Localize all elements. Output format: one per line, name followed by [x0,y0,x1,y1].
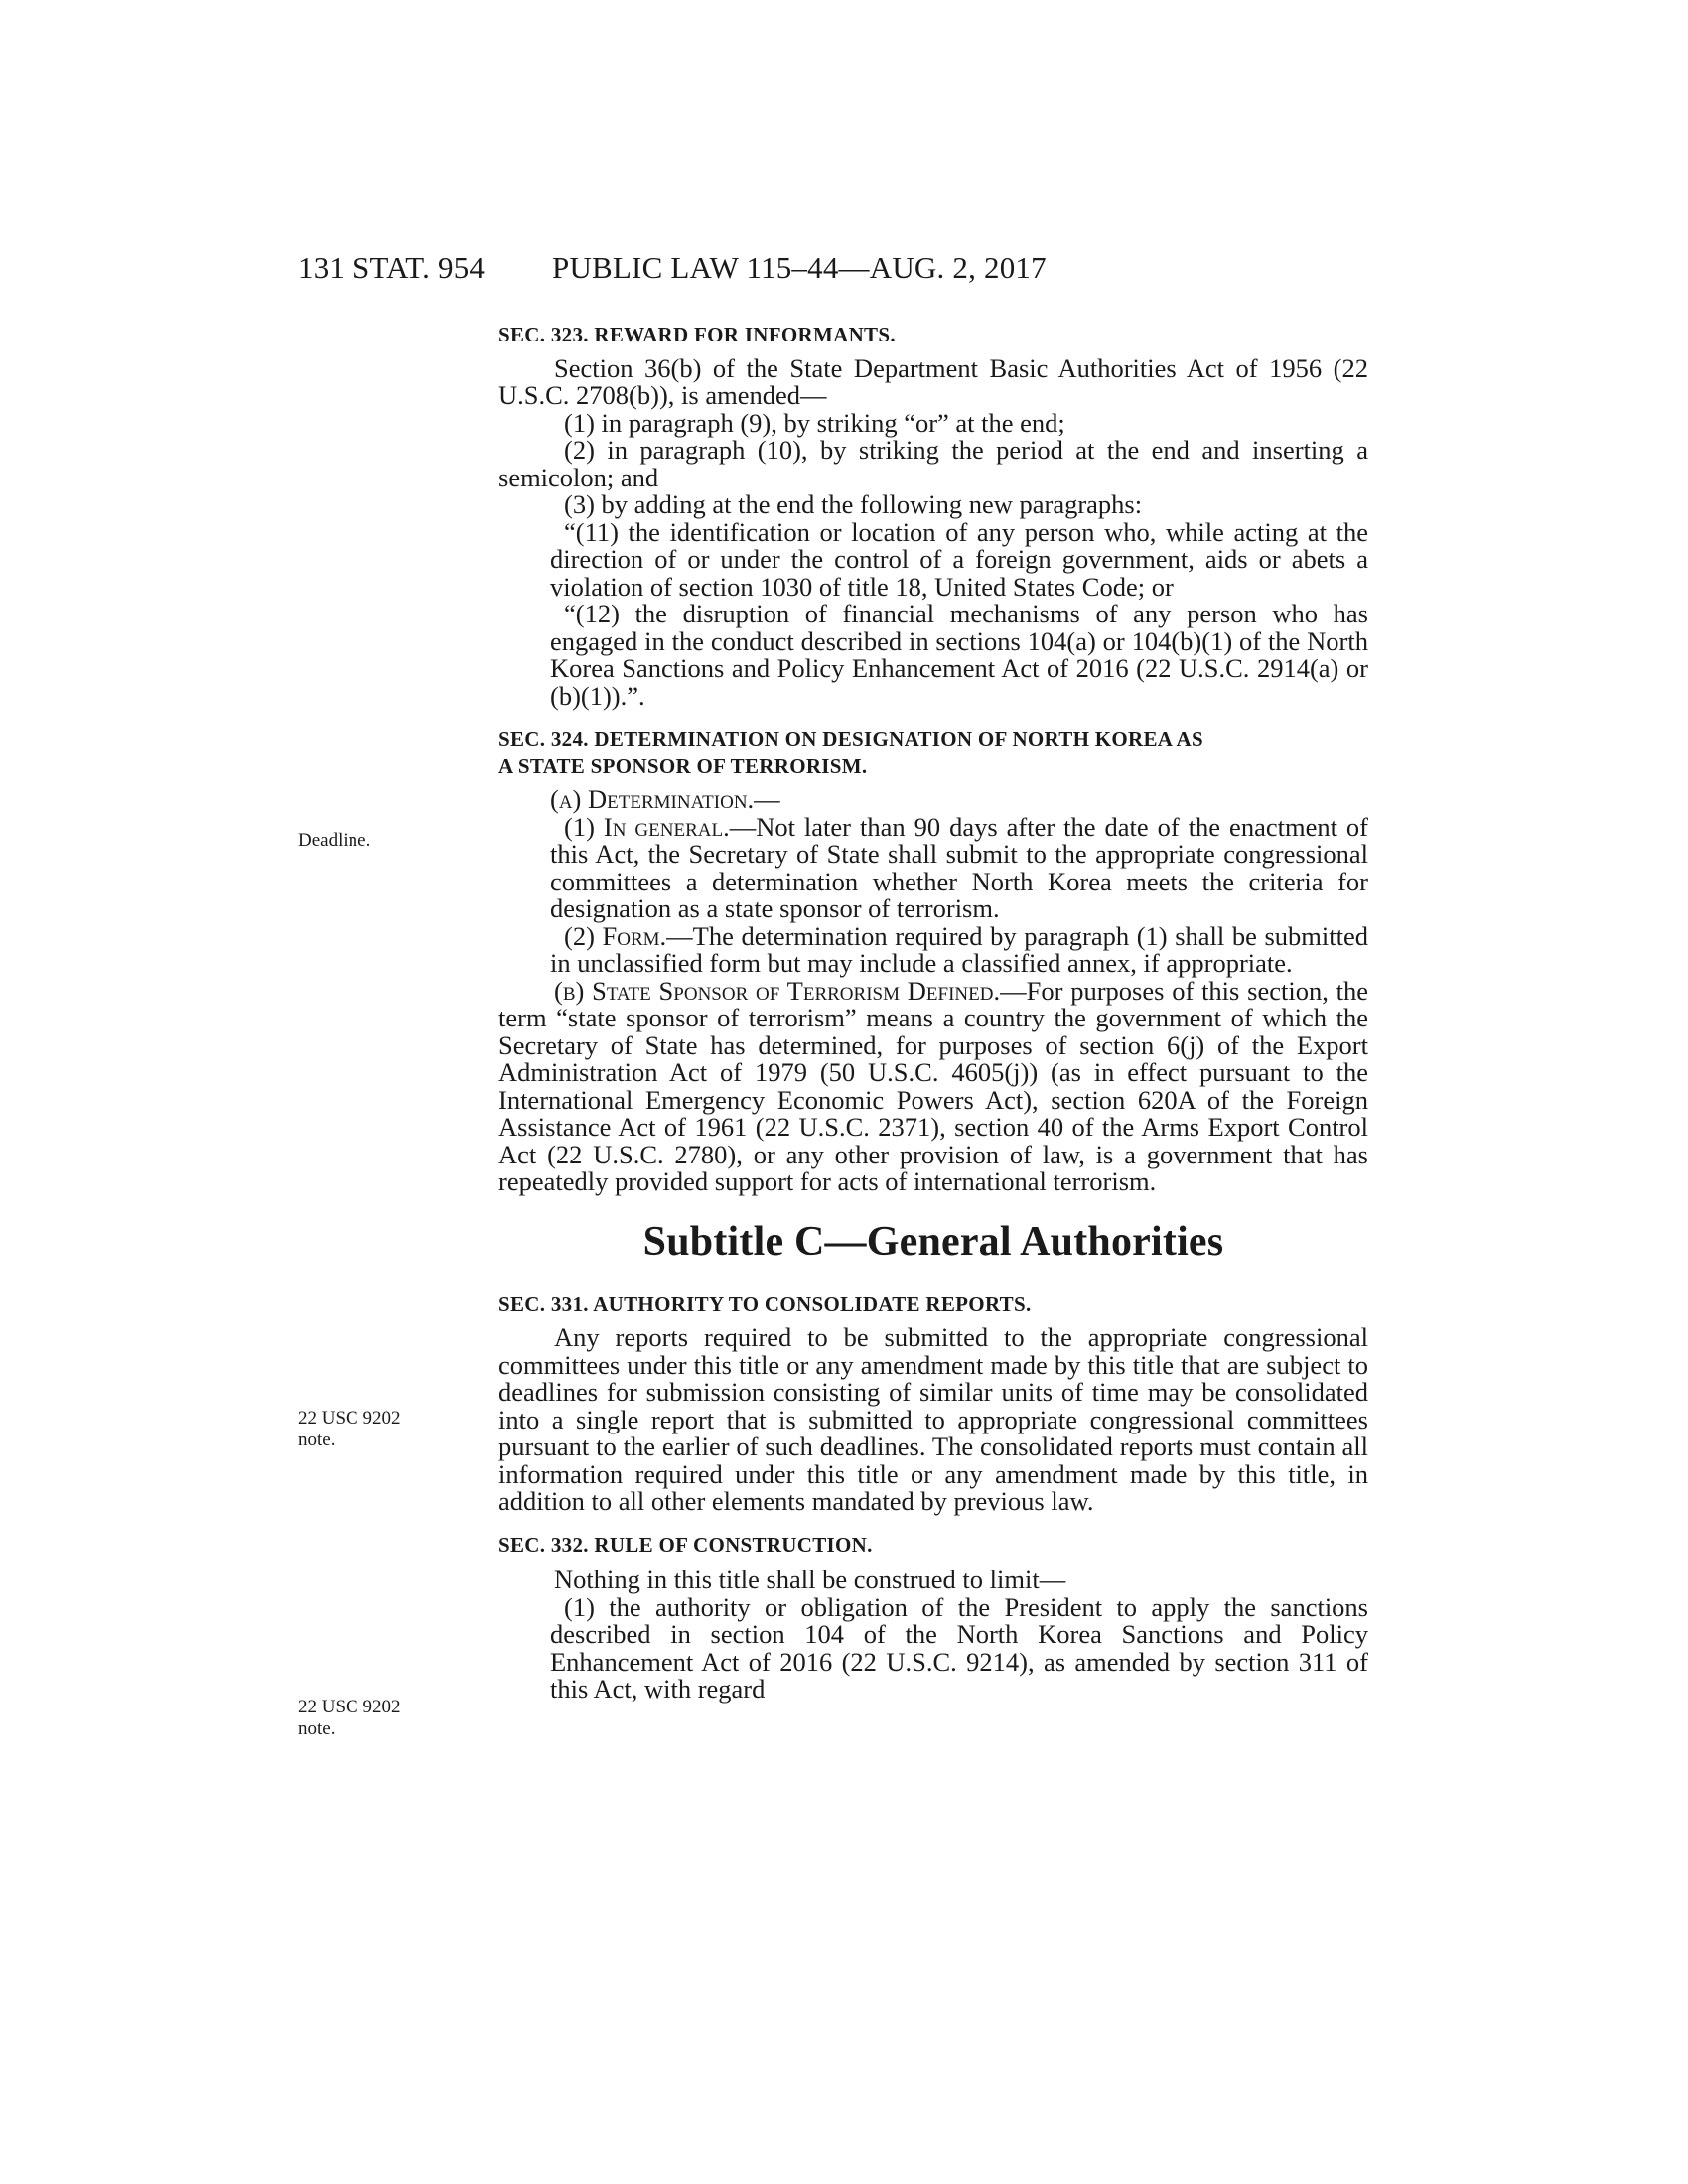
sec-323-intro: Section 36(b) of the State Department Basic Authorities Act of 1956 (22 U.S.C. 2708(b)), is amended— [498,352,1368,410]
sec-331-heading: SEC. 331. AUTHORITY TO CONSOLIDATE REPORTS. [498,1292,1032,1316]
sec-323-heading: SEC. 323. REWARD FOR INFORMANTS. [498,323,896,346]
sec-332-item-1: (1) the authority or obligation of the President to apply the sanctions described in section 104 of the North Korea Sanctions and Policy Enhancement Act of 2016 (22 U.S.C. 9214), as amended by section 311 of this Act, with regard [550,1591,1368,1704]
sec-324-a1: (1) In general.—Not later than 90 days after the date of the enactment of this Act, the Secretary of State shall submit to the appropriate congressional committees a determination whether North Korea meets the criteria for designation as a state sponsor of terrorism. [550,811,1368,923]
document-body [498,318,1368,1704]
margin-note-usc-2-line2: note. [298,1718,336,1739]
sec-324-b: (b) State Sponsor of Terrorism Defined.—For purposes of this section, the term “state sponsor of terrorism” means a country the government of which the Secretary of State has determined, for purposes of section 6(j) of the Export Administration Act of 1979 (50 U.S.C. 4605(j)) (as in effect pursuant to the International Emergency Economic Powers Act), section 620A of the Foreign Assistance Act of 1961 (22 U.S.C. 2371), section 40 of the Arms Export Control Act (22 U.S.C. 2780), or any other provision of law, is a government that has repeatedly provided support for acts of international terrorism. [498,975,1369,1196]
sec-323-item-1: (1) in paragraph (9), by striking “or” at the end; [564,407,1065,438]
margin-note-usc-1 [298,1408,400,1451]
sec-331-text: Any reports required to be submitted to the appropriate congressional committees under this title or any amendment made by this title that are subject to deadlines for submission consisting of similar units of time may be consolidated into a single report that is submitted to appropriate congressional committees pursuant to the earlier of such deadlines. The consolidated reports must contain all information required under this title or any amendment made by this title, in addition to all other elements mandated by previous law. [498,1322,1368,1516]
margin-note-usc-1-line1: 22 USC 9202 [298,1408,401,1429]
margin-note-deadline: Deadline. [298,830,371,851]
margin-note-usc-2 [298,1697,400,1740]
sec-323-quote-12: “(12) the disruption of financial mechanisms of any person who has engaged in the conduct described in sections 104(a) or 104(b)(1) of the North Korea Sanctions and Policy Enhancement Act of 2016 (22 U.S.C. 2914(a) or (b)(1)).”. [550,599,1368,711]
sec-323-quote-11: “(11) the identification or location of any person who, while acting at the direction of or under the control of a foreign government, aids or abets a violation of section 1030 of title 18, United States Code; or [550,516,1368,602]
subtitle-heading: Subtitle C—General Authorities [642,1218,1224,1265]
sec-324-heading: SEC. 324. DETERMINATION ON DESIGNATION OF NORTH KOREA AS A STATE SPONSOR OF TERRORISM. [498,727,1203,778]
margin-note-usc-2-line1: 22 USC 9202 [298,1697,401,1717]
sec-324-a-label: (a) Determination.— [550,784,780,814]
page-stat-citation: 131 STAT. 954 [298,250,486,285]
sec-323-item-3: (3) by adding at the end the following new paragraphs: [564,489,1143,519]
sec-332-intro: Nothing in this title shall be construed to limit— [554,1565,1066,1594]
sec-332-heading: SEC. 332. RULE OF CONSTRUCTION. [498,1532,873,1557]
sec-324-a2: (2) Form.—The determination required by paragraph (1) shall be submitted in unclassified form but may include a classified annex, if appropriate. [550,920,1368,978]
sec-323-item-2: (2) in paragraph (10), by striking the period at the end and inserting a semicolon; and [498,435,1368,492]
margin-note-usc-1-line2: note. [298,1430,336,1450]
running-header-title: PUBLIC LAW 115–44—AUG. 2, 2017 [552,250,1047,285]
